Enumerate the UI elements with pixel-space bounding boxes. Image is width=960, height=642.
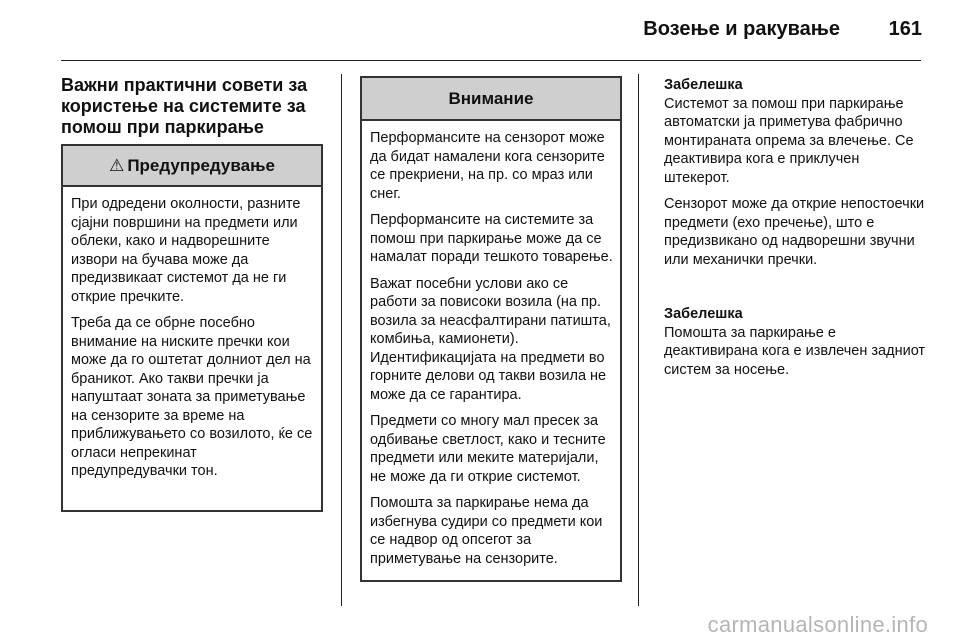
warning-paragraph: При одредени околности, разните сјајни површини на предмети или облеки, како и надворешните извори на бучава може да предизвикаат системот да не ги открие пречките. <box>71 196 301 305</box>
column-divider-right <box>638 74 639 606</box>
warning-box-body <box>63 187 321 481</box>
attention-box-body <box>362 121 620 568</box>
attention-paragraph: Предмети со многу мал пресек за одбивање светлост, како и тесните предмети или меките материјали, не може да ги открие системот. <box>370 413 606 485</box>
note-block-2 <box>664 305 926 387</box>
attention-paragraph: Перформансите на сензорот може да бидат намалени кога сензорите се прекриени, на пр. со мраз или снег. <box>370 130 605 202</box>
attention-box-header: Внимание <box>362 78 620 121</box>
attention-box <box>360 76 622 582</box>
attention-paragraph: Помошта за паркирање нема да избегнува судири со предмети кои се надвор од опсегот за приметување на сензорите. <box>370 495 603 567</box>
page-number: 161 <box>888 18 922 40</box>
note-paragraph: Помошта за паркирање е деактивирана кога е извлечен задниот систем за носење. <box>664 324 926 378</box>
note-title: Забелешка <box>664 77 743 93</box>
watermark: carmanualsonline.info <box>707 612 928 637</box>
note-block-1 <box>664 76 926 277</box>
warning-triangle-icon: ⚠ <box>109 155 125 175</box>
attention-paragraph: Важат посебни услови ако се работи за повисоки возила (на пр. возила за неасфалтирани патишта, комбиња, камионети). Идентификацијата на предмети во горните делови од такви возила не може да се гарантира. <box>370 275 611 403</box>
header-rule <box>61 60 921 61</box>
warning-box-title: Предупредување <box>127 155 275 175</box>
warning-box-header <box>63 146 321 187</box>
note-paragraph: Системот за помош при паркирање автоматски ја приметува фабрично монтираната опрема за влечење. Се деактивира кога е приклучен штекерот. <box>664 95 914 186</box>
running-header-title: Возење и ракување <box>643 18 840 40</box>
warning-paragraph: Треба да се обрне посебно внимание на ниските пречки кои може да го оштетат долниот дел на браникот. Ако такви пречки ја напуштаат зоната за приметување на сензорите за време на приближувањето со возилото, ќе се огласи непрекинат предупредувачки тон. <box>71 315 313 479</box>
note-title: Забелешка <box>664 306 743 322</box>
column-divider-left <box>341 74 342 606</box>
section-heading: Важни практични совети за користење на системите за помош при паркирање <box>61 75 308 137</box>
note-paragraph: Сензорот може да открие непостоечки предмети (ехо пречење), што е предизвикано од надворешни звучни или механички пречки. <box>664 196 925 268</box>
attention-paragraph: Перформансите на системите за помош при паркирање може да се намалат поради тешкото товарење. <box>370 212 613 265</box>
warning-box <box>61 144 323 512</box>
